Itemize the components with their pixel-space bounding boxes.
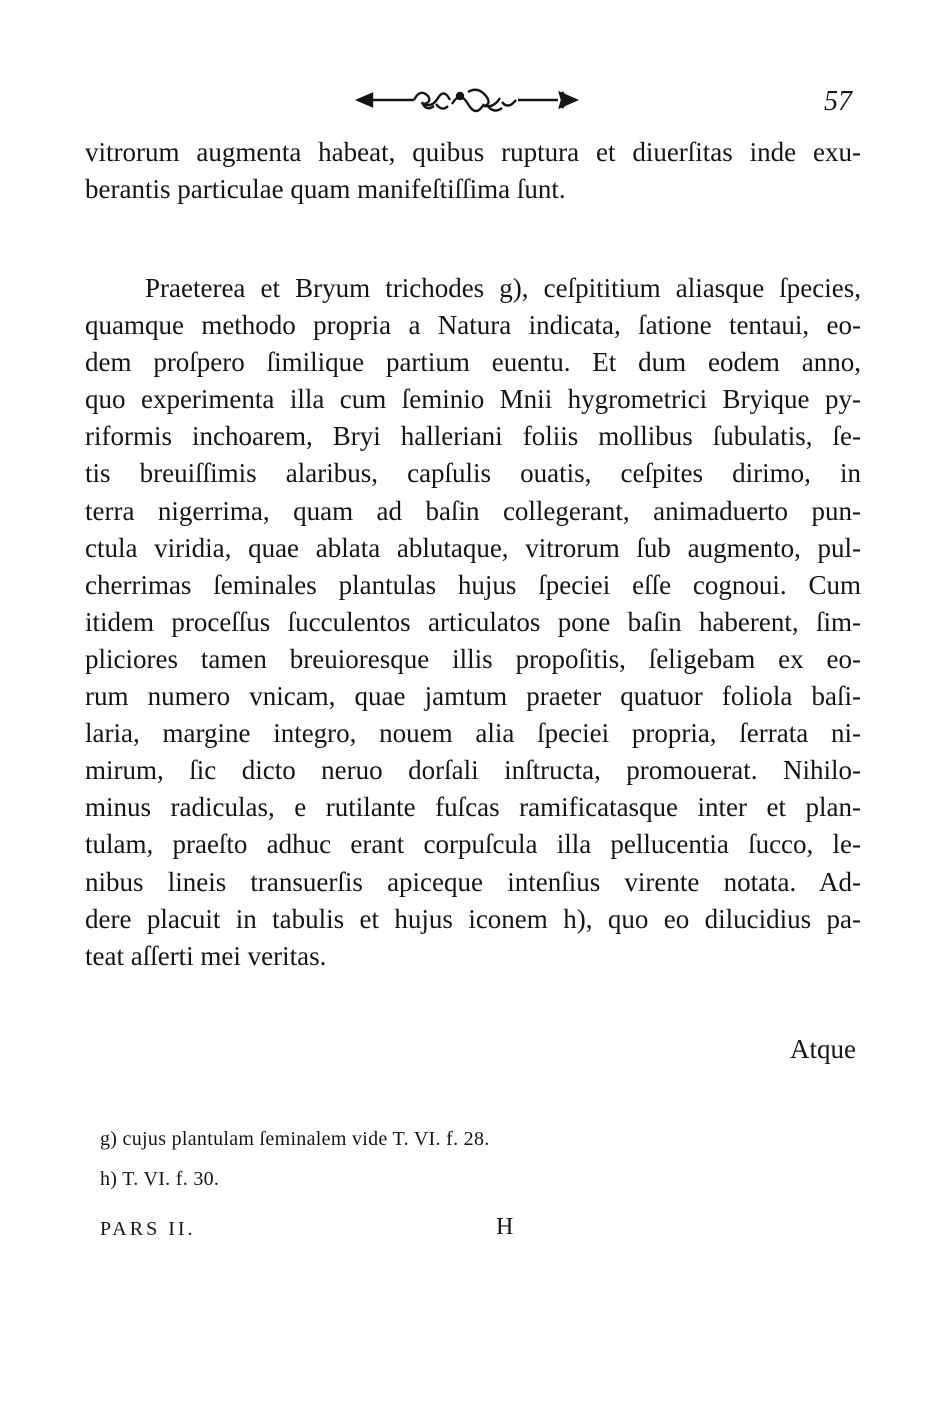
text-line: teat aſſerti mei veritas. xyxy=(85,940,327,971)
signature-pars: PARS II. xyxy=(100,1218,196,1240)
text-line: minus radiculas, e rutilante fuſcas ramificatasque inter et plan- xyxy=(85,792,861,823)
page-number: 57 xyxy=(824,86,852,117)
paragraph-continued xyxy=(85,134,861,208)
text-line: quo experimenta illa cum ſeminio Mnii hygrometrici Bryique py- xyxy=(85,384,861,415)
text-line: ctula viridia, quae ablata ablutaque, vitrorum ſub augmento, pul- xyxy=(85,532,861,563)
text-line: terra nigerrima, quam ad baſin collegerant, animaduerto pun- xyxy=(85,495,861,526)
decorative-ornament xyxy=(352,82,582,118)
text-line: tulam, praeſto adhuc erant corpuſcula illa pellucentia ſucco, le- xyxy=(85,829,861,860)
text-line: nibus lineis transuerſis apiceque intenſius virente notata. Ad- xyxy=(85,866,861,897)
footnote-h: h) T. VI. f. 30. xyxy=(100,1168,220,1190)
text-line: rum numero vnicam, quae jamtum praeter quatuor foliola baſi- xyxy=(85,681,861,712)
text-line: quamque methodo propria a Natura indicata, ſatione tentaui, eo- xyxy=(85,310,861,341)
text-line: tis breuiſſimis alaribus, capſulis ouatis, ceſpites dirimo, in xyxy=(85,458,861,489)
text-line: mirum, ſic dicto neruo dorſali inſtructa, promouerat. Nihilo- xyxy=(85,755,861,786)
text-line: vitrorum augmenta habeat, quibus ruptura et diuerſitas inde exu- xyxy=(85,137,861,167)
text-line: dem proſpero ſimilique partium euentu. Et dum eodem anno, xyxy=(85,347,861,378)
paragraph-main xyxy=(85,270,861,975)
text-line: berantis particulae quam manifeſtiſſima ſunt. xyxy=(85,174,566,205)
text-line: cherrimas ſeminales plantulas hujus ſpeciei eſſe cognoui. Cum xyxy=(85,569,861,600)
footnote-g: g) cujus plantulam ſeminalem vide T. VI. f. 28. xyxy=(100,1128,490,1150)
text-line: dere placuit in tabulis et hujus iconem h), quo eo dilucidius pa- xyxy=(85,903,861,934)
text-line: riformis inchoarem, Bryi halleriani foliis mollibus ſubulatis, ſe- xyxy=(85,421,861,452)
signature-letter: H xyxy=(496,1214,514,1240)
text-line: pliciores tamen breuioresque illis propoſitis, ſeligebam ex eo- xyxy=(85,643,861,674)
text-line: Praeterea et Bryum trichodes g), ceſpititium aliasque ſpecies, xyxy=(145,273,861,303)
catchword: Atque xyxy=(790,1034,856,1064)
text-line: itidem proceſſus ſucculentos articulatos pone baſin haberent, ſim- xyxy=(85,606,861,637)
text-line: laria, margine integro, nouem alia ſpeciei propria, ſerrata ni- xyxy=(85,718,861,749)
